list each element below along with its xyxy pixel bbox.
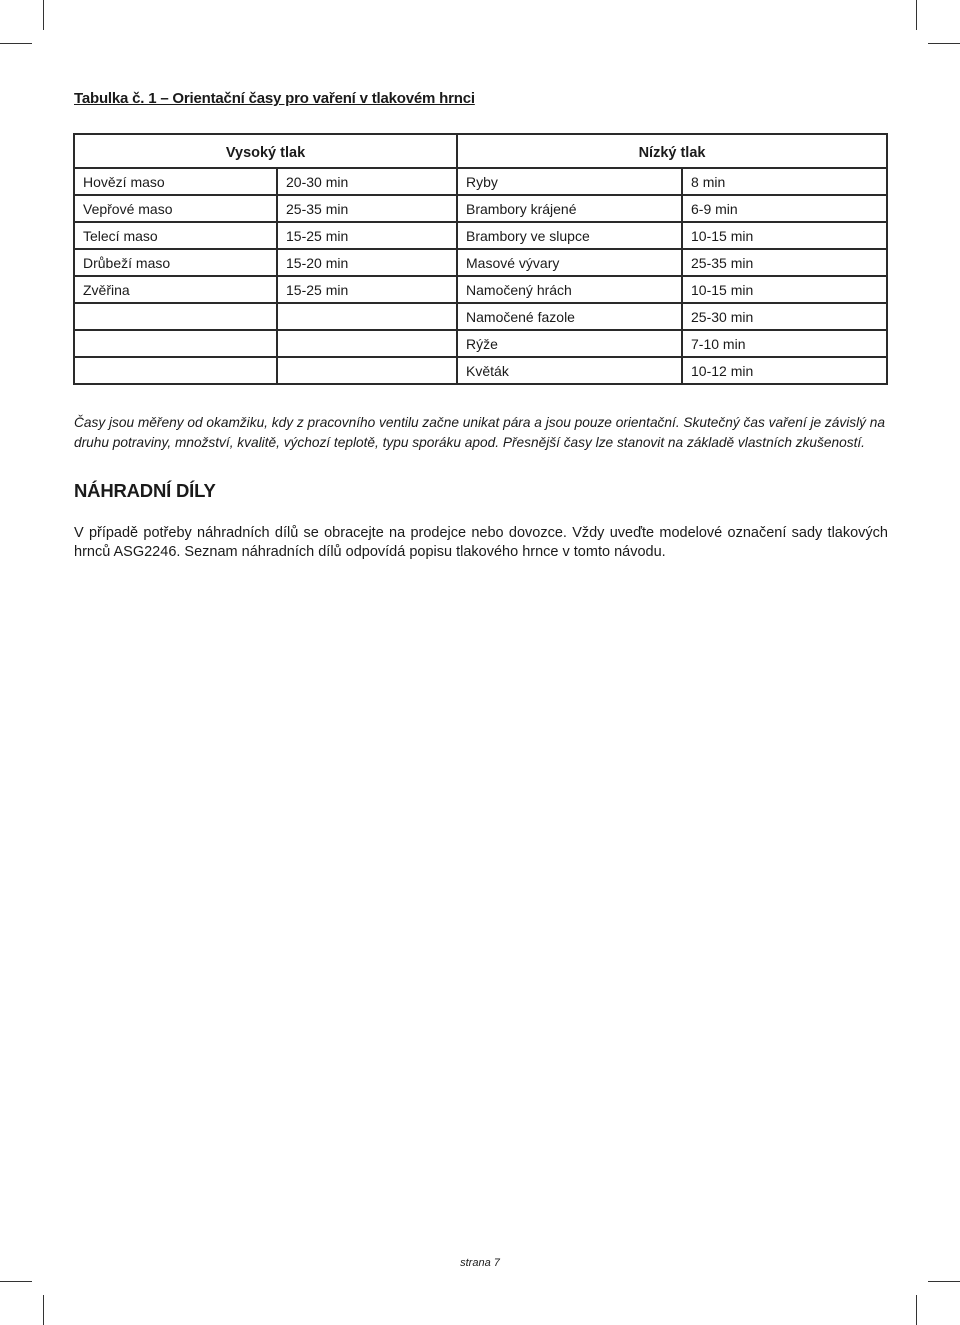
section-text: V případě potřeby náhradních dílů se obracejte na prodejce nebo dovozce. Vždy uveďte modelové označení sady tlakových hrnců ASG2246. Seznam náhradních dílů odpovídá popisu tlakového hrnce v tomto návodu. [74, 525, 888, 560]
table-row [74, 249, 887, 276]
cell-low-time: 7-10 min [682, 330, 887, 357]
table-row [74, 168, 887, 195]
cell-low-food: Brambory ve slupce [457, 222, 682, 249]
cell-high-food: Drůbeží maso [74, 249, 277, 276]
cell-low-time: 10-15 min [682, 222, 887, 249]
cell-low-food: Rýže [457, 330, 682, 357]
cooking-times-table [73, 133, 888, 385]
section-title: NÁHRADNÍ DÍLY [74, 480, 216, 501]
table-row [74, 357, 887, 384]
cell-low-time: 8 min [682, 168, 887, 195]
cell-low-time: 25-35 min [682, 249, 887, 276]
crop-mark [43, 0, 44, 30]
cell-low-food: Brambory krájené [457, 195, 682, 222]
cell-high-food: Vepřové maso [74, 195, 277, 222]
cell-low-food: Květák [457, 357, 682, 384]
cell-high-time: 25-35 min [277, 195, 457, 222]
table-row [74, 222, 887, 249]
cell-high-food: Telecí maso [74, 222, 277, 249]
cell-low-time: 10-15 min [682, 276, 887, 303]
crop-mark [0, 1281, 32, 1282]
cell-high-time: 15-20 min [277, 249, 457, 276]
cell-low-food: Namočené fazole [457, 303, 682, 330]
cell-high-food [74, 330, 277, 357]
page-number: strana 7 [460, 1257, 500, 1269]
cell-high-food: Hovězí maso [74, 168, 277, 195]
table-row [74, 276, 887, 303]
cell-low-food: Namočený hrách [457, 276, 682, 303]
cell-high-time: 15-25 min [277, 222, 457, 249]
cell-high-time: 15-25 min [277, 276, 457, 303]
table-row [74, 303, 887, 330]
cell-high-time: 20-30 min [277, 168, 457, 195]
cell-high-time [277, 330, 457, 357]
crop-mark [43, 1295, 44, 1325]
cell-low-food: Ryby [457, 168, 682, 195]
cooking-time-note: Časy jsou měřeny od okamžiku, kdy z pracovního ventilu začne unikat pára a jsou pouze orientační. Skutečný čas vaření je závislý na druhu potraviny, množství, kvalitě, výchozí teplotě, typu sporáku apod. Přesnější časy lze stanovit na základě vlastních zkušeností. [74, 415, 886, 450]
table-row [74, 330, 887, 357]
cell-high-food [74, 357, 277, 384]
table-row [74, 195, 887, 222]
cell-low-food: Masové vývary [457, 249, 682, 276]
cell-low-time: 6-9 min [682, 195, 887, 222]
crop-mark [0, 43, 32, 44]
crop-mark [916, 0, 917, 30]
cell-high-time [277, 303, 457, 330]
header-high-pressure: Vysoký tlak [74, 134, 457, 168]
header-low-pressure: Nízký tlak [457, 134, 887, 168]
cell-high-food [74, 303, 277, 330]
crop-mark [928, 1281, 960, 1282]
cell-high-food: Zvěřina [74, 276, 277, 303]
crop-mark [928, 43, 960, 44]
cell-low-time: 10-12 min [682, 357, 887, 384]
crop-mark [916, 1295, 917, 1325]
table-caption: Tabulka č. 1 – Orientační časy pro vaření v tlakovém hrnci [74, 90, 475, 107]
cell-low-time: 25-30 min [682, 303, 887, 330]
cell-high-time [277, 357, 457, 384]
